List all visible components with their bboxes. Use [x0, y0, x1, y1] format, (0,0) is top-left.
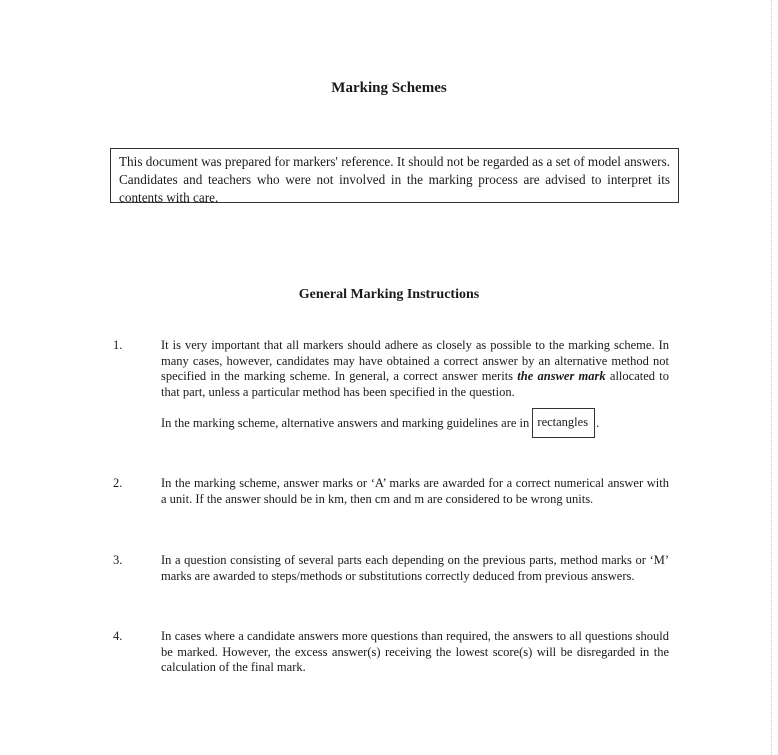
section-title: General Marking Instructions	[298, 287, 480, 302]
instruction-text: In the marking scheme, answer marks or ‘A’ marks are awarded for a correct numerical answer with a unit. If the answer should be in km, then cm and m are considered to be wrong units.	[161, 476, 669, 506]
instruction-text: In a question consisting of several parts each depending on the previous parts, method marks or ‘M’ marks are awarded to steps/methods or substitutions correctly deduced from previous answers.	[161, 553, 669, 583]
instruction-body	[161, 553, 669, 584]
instruction-text-after: allocated to that part, unless a particular method has been specified in the question.	[161, 369, 669, 399]
instruction-body	[161, 338, 669, 439]
rectangle-example-box: rectangles	[532, 408, 595, 438]
instruction-number: 3.	[113, 553, 123, 567]
rectangle-note-line	[161, 409, 669, 439]
answer-mark-emphasis: the answer mark	[517, 369, 606, 383]
instruction-text: In cases where a candidate answers more questions than required, the answers to all questions should be marked. However, the excess answer(s) receiving the lowest score(s) will be disregarded in the calculation of the final mark.	[161, 629, 669, 674]
rectangle-note-period: .	[596, 415, 600, 430]
instruction-body	[161, 629, 669, 676]
disclaimer-box: This document was prepared for markers' reference. It should not be regarded as a set of model answers. Candidates and teachers who were not involved in the marking process are advised to interpret its contents with care.	[110, 148, 679, 203]
instruction-text	[161, 338, 669, 400]
instruction-number: 4.	[113, 629, 123, 643]
page-title: Marking Schemes	[331, 80, 447, 96]
instruction-body	[161, 476, 669, 507]
instruction-number: 1.	[113, 338, 123, 352]
instruction-text-before: It is very important that all markers should adhere as closely as possible to the marking scheme. In many cases, however, candidates may have obtained a correct answer by an alternative method not specified in the marking scheme. In general, a correct answer merits	[161, 338, 669, 383]
instruction-number: 2.	[113, 476, 123, 490]
rectangle-note: In the marking scheme, alternative answers and marking guidelines are in	[161, 415, 530, 430]
page-edge-divider	[771, 0, 772, 755]
